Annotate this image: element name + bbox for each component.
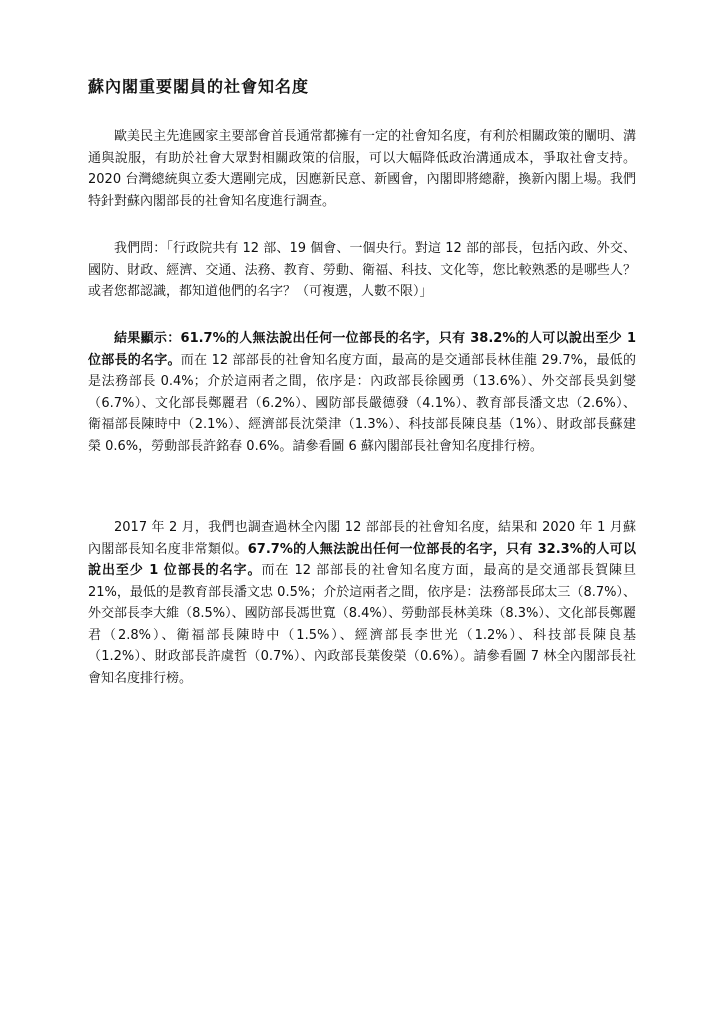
comparison-intro: 2017 年 2 月，我們也調查過林全內閣 12 部部長的社會知名度，結果和 2020 年 1 月蘇內閣部長知名度非常類似。 (88, 520, 636, 557)
document-title: 蘇內閣重要閣員的社會知名度 (88, 77, 310, 96)
results-detail: 而在 12 部部長的社會知名度方面，最高的是交通部長林佳龍 29.7%，最低的是法務部長 0.4%；介於這兩者之間，依序是：內政部長徐國勇（13.6%）、外交部長吳釗燮（6.7%）、文化部長鄭麗君（6.2%）、國防部長嚴德發（4.1%）、教育部長潘文忠（2.6%）、衛福部長陳時中（2.1%）、經濟部長沈榮津（1.3%）、科技部長陳良基（1%）、財政部長蘇建榮 0.6%，勞動部長許銘春 0.6%。請參看圖 6 蘇內閣部長社會知名度排行榜。 (88, 352, 636, 454)
results-highlight: 結果顯示：61.7%的人無法說出任何一位部長的名字，只有 38.2%的人可以說出至少 1 位部長的名字。 (88, 331, 636, 368)
paragraph-question: 我們問：「行政院共有 12 部、19 個會、一個央行。對這 12 部的部長，包括內政、外交、國防、財政、經濟、交通、法務、教育、勞動、衛福、科技、文化等，您比較熟悉的是哪些人？或者您都認識，都知道他們的名字？（可複選，人數不限）」 (88, 241, 636, 299)
comparison-highlight: 67.7%的人無法說出任何一位部長的名字，只有 32.3%的人可以說出至少 1 位部長的名字。 (88, 541, 636, 578)
paragraph-results-lin-cabinet (88, 517, 636, 689)
comparison-detail: 而在 12 部部長的社會知名度方面，最高的是交通部長賀陳旦 21%，最低的是教育部長潘文忠 0.5%；介於這兩者之間，依序是：法務部長邱太三（8.7%）、外交部長李大維（8.5%）、國防部長馮世寬（8.4%）、勞動部長林美珠（8.3%）、文化部長鄭麗君（2.8%）、衛福部長陳時中（1.5%）、經濟部長李世光（1.2%）、科技部長陳良基（1.2%）、財政部長許虞哲（0.7%）、內政部長葉俊榮（0.6%）。請參看圖 7 林全內閣部長社會知名度排行榜。 (88, 563, 636, 686)
paragraph-intro: 歐美民主先進國家主要部會首長通常都擁有一定的社會知名度，有利於相關政策的闡明、溝通與說服，有助於社會大眾對相關政策的信服，可以大幅降低政治溝通成本，爭取社會支持。2020 台灣總統與立委大選剛完成，因應新民意、新國會，內閣即將總辭，換新內閣上場。我們特針對蘇內閣部長的社會知名度進行調查。 (88, 129, 636, 209)
paragraph-results-su-cabinet (88, 328, 636, 457)
